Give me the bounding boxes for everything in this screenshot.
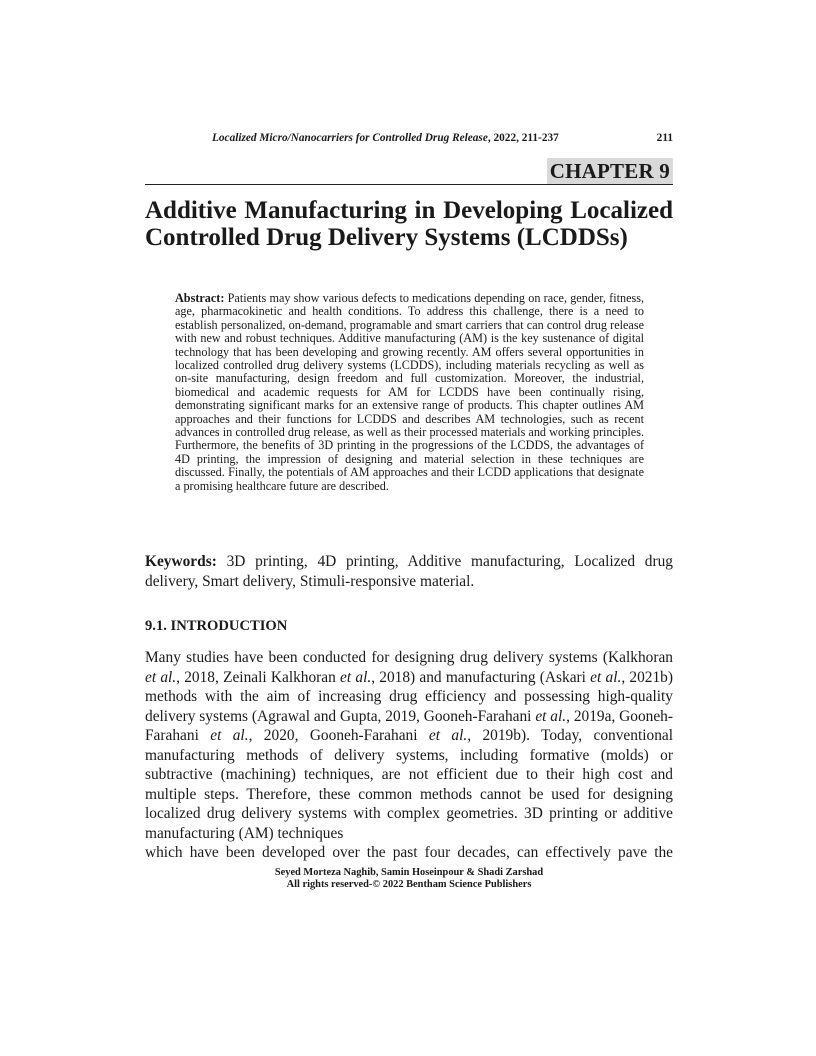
et-al: et al. xyxy=(145,668,177,686)
page-number: 211 xyxy=(656,132,673,144)
introduction-paragraph xyxy=(145,648,673,863)
footer xyxy=(145,867,673,891)
et-al: et al. xyxy=(590,668,622,686)
intro-segment: Many studies have been conducted for designing drug delivery systems (Kalkhoran xyxy=(145,649,673,666)
et-al: et al. xyxy=(535,707,567,725)
abstract-label: Abstract: xyxy=(175,291,225,305)
footer-copyright: All rights reserved-© 2022 Bentham Science Publishers xyxy=(286,879,532,890)
keywords-label: Keywords: xyxy=(145,553,217,570)
abstract-text: Patients may show various defects to medications depending on race, gender, fitness, age, pharmacokinetic and health conditions. To address this challenge, there is a need to establish personalized, on-demand, programable and smart carriers that can control drug release with new and robust techniques. Additive manufacturing (AM) is the key sustenance of digital technology that has been developing and growing recently. AM offers several opportunities in localized controlled drug delivery systems (LCDDS), including materials recycling as well as on-site manufacturing, design freedom and full customization. Moreover, the industrial, biomedical and academic requests for AM for LCDDS have been continually rising, demonstrating significant marks for an extensive range of products. This chapter outlines AM approaches and their functions for LCDDS and describes AM technologies, such as recent advances in controlled drug release, as well as their processed materials and working principles. Furthermore, the benefits of 3D printing in the progressions of the LCDDS, the advantages of 4D printing, the impression of designing and material selection in these techniques are discussed. Finally, the potentials of AM approaches and their LCDD applications that designate a promising healthcare future are described. xyxy=(175,291,645,493)
journal-citation xyxy=(212,132,559,144)
keywords-text: 3D printing, 4D printing, Additive manufacturing, Localized drug delivery, Smart delivery, Stimuli-responsive material. xyxy=(145,553,673,590)
chapter-title-line-1: Additive Manufacturing in Developing Localized xyxy=(145,197,673,224)
intro-segment: , 2019b). Today, conventional manufacturing methods of delivery systems, including formative (molds) or subtractive (machining) techniques, are not efficient due to their high cost and multiple steps. Therefore, these common methods cannot be used for designing localized drug delivery systems with complex geometries. 3D printing or additive manufacturing (AM) techniques xyxy=(145,727,673,842)
intro-segment: , 2021b) methods with the aim of increasing drug efficiency and possessing high-quality delivery systems (Agrawal and Gupta, 2019, Gooneh-Farahani xyxy=(145,668,673,725)
et-al: et al. xyxy=(210,727,249,745)
chapter-title-line-2: Controlled Drug Delivery Systems (LCDDSs) xyxy=(145,224,628,251)
intro-segment: , 2020, Gooneh-Farahani xyxy=(248,727,429,745)
intro-segment: , 2019a, Gooneh-Farahani xyxy=(145,707,673,745)
journal-title: Localized Micro/Nanocarriers for Controlled Drug Release xyxy=(212,132,488,144)
intro-segment: , 2018, Zeinali Kalkhoran xyxy=(176,668,341,686)
intro-last-line: which have been developed over the past four decades, can effectively pave the xyxy=(145,844,673,862)
journal-volume-pages: , 2022, 211-237 xyxy=(487,132,559,144)
chapter-title xyxy=(145,197,673,251)
et-al: et al. xyxy=(428,727,468,745)
footer-authors: Seyed Morteza Naghib, Samin Hoseinpour & Shadi Zarshad xyxy=(274,867,544,878)
et-al: et al. xyxy=(340,668,372,686)
section-heading: 9.1. INTRODUCTION xyxy=(145,618,288,634)
running-head xyxy=(145,132,673,148)
keywords xyxy=(145,552,673,591)
chapter-label: CHAPTER 9 xyxy=(547,158,673,184)
abstract xyxy=(175,292,644,493)
chapter-header-rule xyxy=(145,158,673,185)
intro-segment: , 2018) and manufacturing (Askari xyxy=(371,668,591,686)
